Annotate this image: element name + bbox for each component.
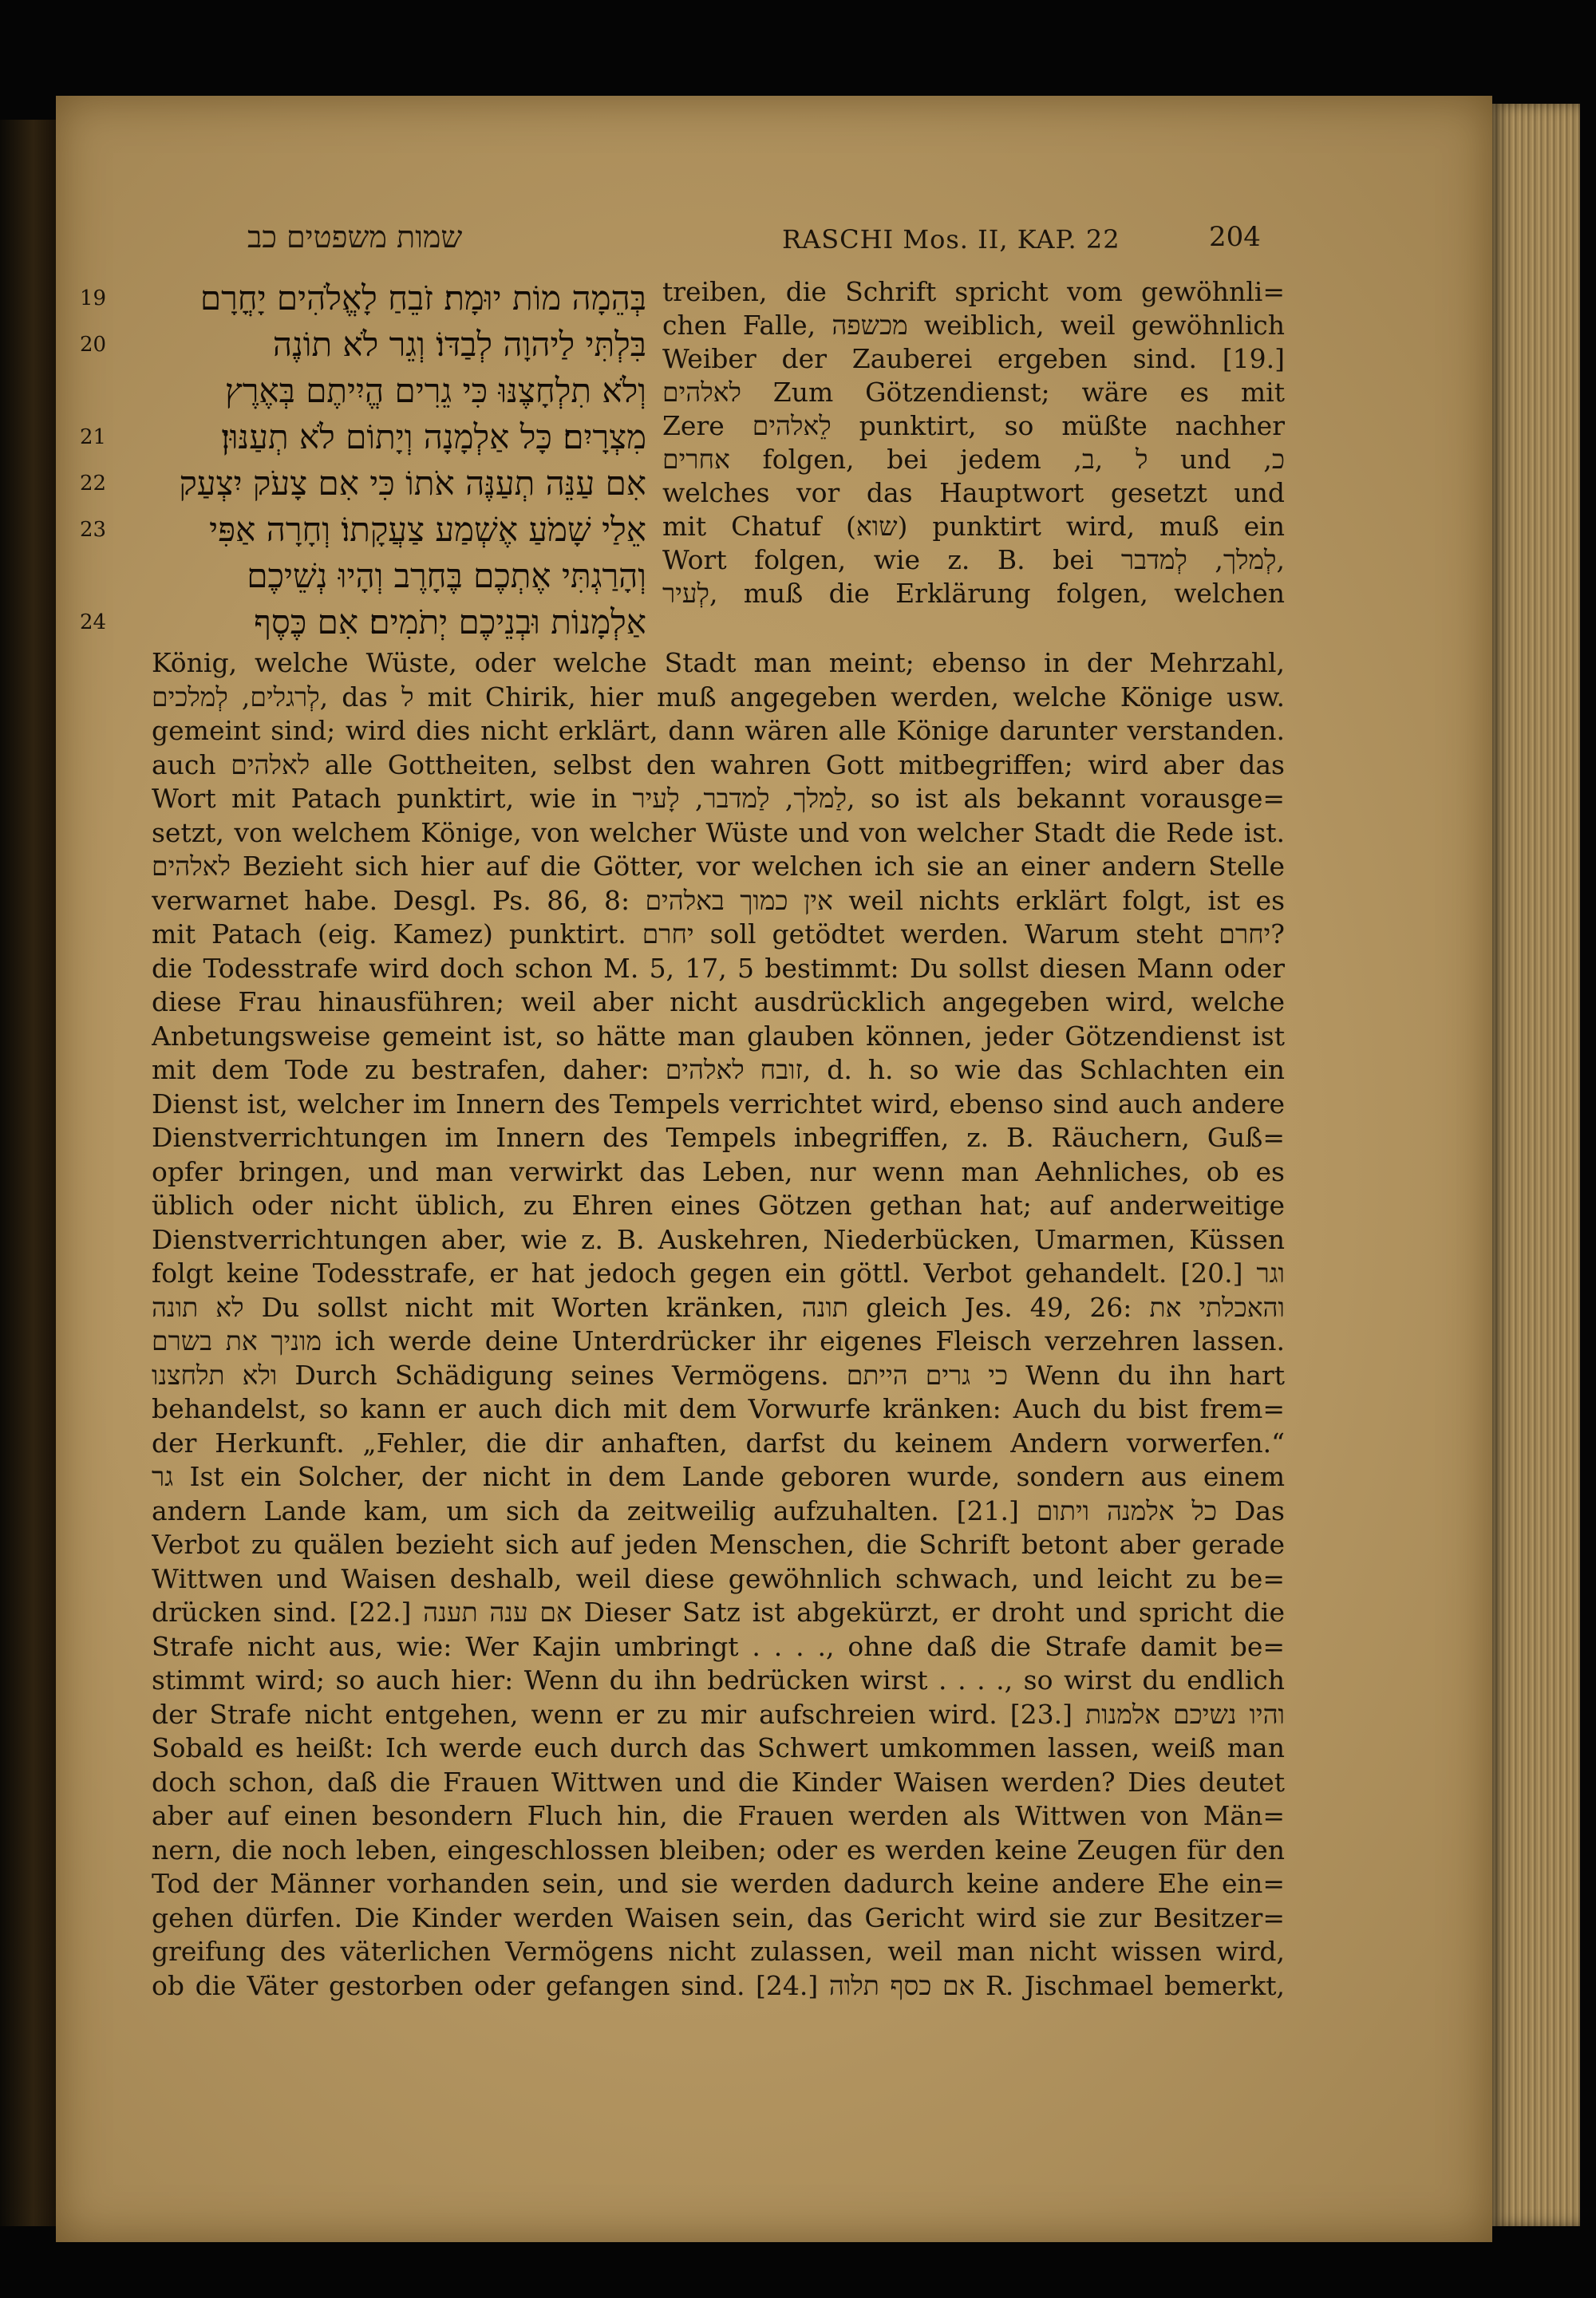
hebrew-verse-text: בְּהֵמָה מוֹת יוּמָת׃ זֹבֵחַ לָאֱלֹהִים יָחֳרָם	[200, 278, 646, 318]
verse-line	[80, 368, 654, 414]
commentary-line: לאלהים Bezieht sich hier auf die Götter, vor welchen ich sie an einer andern Stelle	[152, 851, 1285, 882]
verse-line	[80, 599, 654, 646]
hebrew-verse-text: וְלֹא תִלְחָצֶנּוּ כִּי גֵרִים הֱיִיתֶם בְּאֶרֶץ	[224, 371, 646, 410]
commentary-line: treiben, die Schrift spricht vom gewöhnli=	[662, 276, 1285, 307]
commentary-line: opfer bringen, und man verwirkt das Leben, nur wenn man Aehnliches, ob es	[152, 1155, 1285, 1187]
commentary-line: aber auf einen besondern Fluch hin, die Frauen werden als Wittwen von Män=	[152, 1800, 1285, 1831]
verse-line	[80, 507, 654, 553]
commentary-line: mit Patach (eig. Kamez) punktirt. יחרם soll getödtet werden. Warum steht יחרם?	[152, 918, 1285, 950]
commentary-line: auch לאלהים alle Gottheiten, selbst den wahren Gott mitbegriffen; wird aber das	[152, 748, 1285, 780]
hebrew-running-title: שמות משפטים כב	[247, 219, 463, 255]
verse-number: 21	[80, 425, 107, 449]
commentary-line: Tod der Männer vorhanden sein, und sie werden dadurch keine andere Ehe ein=	[152, 1868, 1285, 1899]
commentary-line: מוניך את בשרם ich werde deine Unterdrücker ihr eigenes Fleisch verzehren lassen.	[152, 1325, 1285, 1356]
commentary-line: Zere לֵאלהים punktirt, so müßte nachher	[662, 410, 1285, 441]
commentary-line: stimmt wird; so auch hier: Wenn du ihn bedrücken wirst . . . ., so wirst du endlich	[152, 1664, 1285, 1696]
commentary-line: gemeint sind; wird dies nicht erklärt, dann wären alle Könige darunter verstanden.	[152, 715, 1285, 746]
commentary-line: der Strafe nicht entgehen, wenn er zu mir aufschreien wird. [23.] והיו נשיכם אלמנות	[152, 1698, 1285, 1730]
hebrew-verse-text: בִּלְתִּי לַיהוָה לְבַדּוֹ׃ וְגֵר לֹא תוֹנֶה	[272, 325, 646, 364]
verse-line	[80, 553, 654, 599]
commentary-line: ולא תלחצנו Durch Schädigung seines Vermögens. כי גרים הייתם Wenn du ihn hart	[152, 1359, 1285, 1391]
commentary-line: welches vor das Hauptwort gesetzt und	[662, 477, 1285, 508]
page-edges	[1492, 104, 1580, 2226]
verse-number: 23	[80, 518, 107, 542]
verse-number: 20	[80, 333, 107, 357]
commentary-line: Anbetungsweise gemeint ist, so hätte man glauben können, jeder Götzendienst ist	[152, 1020, 1285, 1052]
commentary-line: setzt, von welchem Könige, von welcher Wüste und von welcher Stadt die Rede ist.	[152, 816, 1285, 848]
commentary-line: behandelst, so kann er auch dich mit dem Vorwurfe kränken: Auch du bist frem=	[152, 1393, 1285, 1424]
commentary-line: nern, die noch leben, eingeschlossen bleiben; oder es werden keine Zeugen für den	[152, 1834, 1285, 1866]
verse-number: 24	[80, 610, 107, 634]
commentary-line: verwarnet habe. Desgl. Ps. 86, 8: אין כמוך באלהים weil nichts erklärt folgt, ist es	[152, 884, 1285, 916]
commentary-main-block	[152, 646, 1285, 2003]
commentary-line: Sobald es heißt: Ich werde euch durch das Schwert umkommen lassen, weiß man	[152, 1732, 1285, 1763]
verse-line	[80, 460, 654, 507]
hebrew-verse-text: אֵלַי שָׁמֹעַ אֶשְׁמַע צַעֲקָתוֹ׃ וְחָרָה אַפִּי	[209, 510, 646, 549]
verse-number: 22	[80, 472, 107, 496]
commentary-line: Verbot zu quälen bezieht sich auf jeden Menschen, die Schrift betont aber gerade	[152, 1529, 1285, 1560]
commentary-line: folgt keine Todesstrafe, er hat jedoch gegen ein göttl. Verbot gehandelt. [20.] וגר	[152, 1258, 1285, 1289]
hebrew-verse-text: אִם עַנֵּה תְעַנֶּה אֹתוֹ כִּי אִם צָעֹק יִצְעַק	[179, 464, 646, 503]
verse-number: 19	[80, 286, 107, 310]
commentary-line: mit Chatuf (שוא) punktirt wird, muß ein	[662, 511, 1285, 542]
commentary-line: gehen dürfen. Die Kinder werden Waisen sein, das Gericht wird sie zur Besitzer=	[152, 1901, 1285, 1933]
commentary-line: Weiber der Zauberei ergeben sind. [19.]	[662, 343, 1285, 374]
hebrew-verse-text: אַלְמָנוֹת וּבְנֵיכֶם יְתֹמִים׃ אִם כֶּסֶף	[254, 602, 646, 642]
commentary-line: לְרגלים, לְמלכים, das ל mit Chirik, hier muß angegeben werden, welche Könige usw.	[152, 681, 1285, 713]
commentary-line: drücken sind. [22.] אם ענה תענה Dieser Satz ist abgekürzt, er droht und spricht die	[152, 1597, 1285, 1628]
commentary-line: לאלהים Zum Götzendienst; wäre es mit	[662, 377, 1285, 408]
commentary-line: doch schon, daß die Frauen Wittwen und die Kinder Waisen werden? Dies deutet	[152, 1766, 1285, 1798]
running-title: RASCHI Mos. II, KAP. 22	[782, 224, 1120, 255]
page-number: 204	[1209, 221, 1261, 253]
verse-line	[80, 322, 654, 368]
commentary-line: לְעיר, muß die Erklärung folgen, welchen	[662, 578, 1285, 609]
verse-line	[80, 275, 654, 322]
commentary-line: Wittwen und Waisen deshalb, weil diese gewöhnlich schwach, und leicht zu be=	[152, 1562, 1285, 1594]
commentary-line: andern Lande kam, um sich da zeitweilig aufzuhalten. [21.] כל אלמנה ויתום Das	[152, 1494, 1285, 1526]
hebrew-verse-block	[80, 275, 654, 650]
commentary-line: König, welche Wüste, oder welche Stadt man meint; ebenso in der Mehrzahl,	[152, 647, 1285, 678]
book-spine	[0, 120, 56, 2226]
commentary-line: Dienstverrichtungen aber, wie z. B. Auskehren, Niederbücken, Umarmen, Küssen	[152, 1223, 1285, 1255]
commentary-line: גר Ist ein Solcher, der nicht in dem Lande geboren wurde, sondern aus einem	[152, 1461, 1285, 1492]
commentary-right-column	[662, 275, 1285, 610]
commentary-line: Dienst ist, welcher im Innern des Tempels verrichtet wird, ebenso sind auch andere	[152, 1088, 1285, 1119]
page-header	[247, 219, 1285, 259]
commentary-line: üblich oder nicht üblich, zu Ehren eines Götzen gethan hat; auf anderweitige	[152, 1190, 1285, 1221]
commentary-line: ob die Väter gestorben oder gefangen sind. [24.] אם כסף תלוה R. Jischmael bemerkt,	[152, 1969, 1285, 2001]
commentary-line: אחרים folgen, bei jedem ,ל ,ב und ,כ	[662, 444, 1285, 475]
commentary-line: Wort folgen, wie z. B. bei לְמלך, לְמדבר,	[662, 544, 1285, 575]
hebrew-verse-text: מִצְרָיִם׃ כָּל אַלְמָנָה וְיָתוֹם לֹא תְעַנּוּן׃	[221, 417, 646, 456]
commentary-line: der Herkunft. „Fehler, die dir anhaften, darfst du keinem Andern vorwerfen.“	[152, 1427, 1285, 1459]
commentary-line: diese Frau hinausführen; weil aber nicht ausdrücklich angegeben wird, welche	[152, 986, 1285, 1017]
commentary-line: chen Falle, מכשפה weiblich, weil gewöhnlich	[662, 310, 1285, 341]
commentary-line: greifung des väterlichen Vermögens nicht zulassen, weil man nicht wissen wird,	[152, 1936, 1285, 1967]
verse-line	[80, 414, 654, 460]
commentary-line: mit dem Tode zu bestrafen, daher: זובח לאלהים, d. h. so wie das Schlachten ein	[152, 1054, 1285, 1085]
commentary-line: Wort mit Patach punktirt, wie in לַמלך, לַמדבר, לָעיר, so ist als bekannt vorausge=	[152, 783, 1285, 814]
commentary-line: Dienstverrichtungen im Innern des Tempels inbegriffen, z. B. Räuchern, Guß=	[152, 1122, 1285, 1153]
commentary-line: לא תונה Du sollst nicht mit Worten kränken, תונה gleich Jes. 49, 26: והאכלתי את	[152, 1291, 1285, 1323]
commentary-line: Strafe nicht aus, wie: Wer Kajin umbringt . . . ., ohne daß die Strafe damit be=	[152, 1630, 1285, 1662]
commentary-line: die Todesstrafe wird doch schon M. 5, 17, 5 bestimmt: Du sollst diesen Mann oder	[152, 952, 1285, 984]
hebrew-verse-text: וְהָרַגְתִּי אֶתְכֶם בֶּחָרֶב וְהָיוּ נְשֵׁיכֶם	[247, 556, 646, 595]
